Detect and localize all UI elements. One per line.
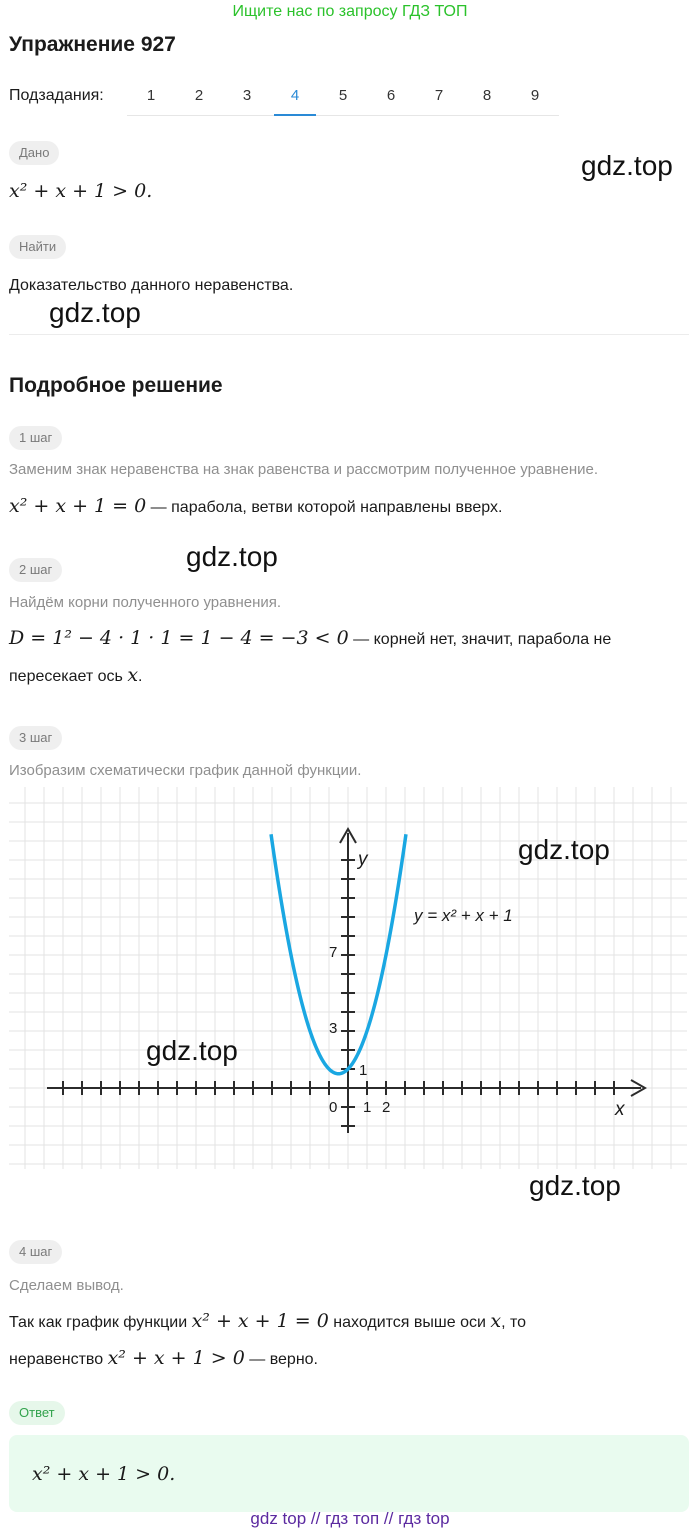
watermark: gdz.top [518, 834, 610, 865]
tab-subtask-3[interactable]: 3 [242, 87, 252, 104]
y-axis-label: y [358, 849, 368, 870]
step-hint: Найдём корни полученного уравнения. [9, 594, 282, 611]
step-formula: x² + x + 1 = 0 [191, 1310, 329, 1332]
answer-formula: x² + x + 1 > 0. [32, 1463, 176, 1485]
step-text: , то [501, 1314, 527, 1331]
divider [9, 334, 689, 335]
curve-label: y = x² + x + 1 [414, 906, 513, 925]
tab-subtask-9[interactable]: 9 [530, 87, 540, 104]
chart-axes [47, 829, 645, 1133]
tab-subtask-2[interactable]: 2 [194, 87, 204, 104]
step-var: x [127, 664, 139, 686]
step-text: — верно. [244, 1351, 318, 1368]
search-banner: Ищите нас по запросу ГДЗ ТОП [232, 3, 468, 20]
answer-box [9, 1435, 689, 1512]
origin-label: 0 [329, 1099, 338, 1116]
watermark: gdz.top [529, 1170, 621, 1201]
y-tick-label: 7 [329, 944, 338, 961]
tab-subtask-1[interactable]: 1 [146, 87, 156, 104]
subtasks-tabs [127, 80, 559, 116]
step-formula: x² + x + 1 = 0 [9, 495, 147, 517]
tab-subtask-5[interactable]: 5 [338, 87, 348, 104]
y-tick-label: 1 [359, 1062, 368, 1079]
given-formula: x² + x + 1 > 0. [9, 180, 153, 202]
step-text: находится выше оси [328, 1314, 491, 1331]
x-axis-label: x [615, 1099, 625, 1120]
step-text: — парабола, ветви которой направлены вверх. [146, 499, 503, 516]
page-title: Упражнение 927 [9, 33, 176, 56]
step-pill: 4 шаг [9, 1240, 62, 1264]
step-pill: 3 шаг [9, 726, 62, 750]
y-tick-label: 3 [329, 1020, 338, 1037]
footer-links: gdz top // гдз топ // гдз top [250, 1509, 450, 1528]
step-formula: x² + x + 1 > 0 [107, 1347, 245, 1369]
step-text: . [138, 668, 143, 685]
x-tick-label: 2 [382, 1099, 391, 1116]
tab-subtask-4[interactable]: 4 [271, 80, 319, 115]
step-var: x [490, 1310, 502, 1332]
watermark: gdz.top [146, 1035, 238, 1066]
solution-heading: Подробное решение [9, 374, 223, 397]
step-text: неравенство [9, 1351, 108, 1368]
step-text: — корней нет, значит, парабола не [348, 631, 612, 648]
step-text: пересекает ось [9, 668, 128, 685]
tab-subtask-6[interactable]: 6 [386, 87, 396, 104]
given-pill: Дано [9, 141, 59, 165]
tab-subtask-8[interactable]: 8 [482, 87, 492, 104]
step-pill: 2 шаг [9, 558, 62, 582]
find-pill: Найти [9, 235, 66, 259]
watermark: gdz.top [186, 541, 278, 572]
watermark: gdz.top [581, 150, 673, 181]
step-pill: 1 шаг [9, 426, 62, 450]
step-hint: Сделаем вывод. [9, 1277, 124, 1294]
step-formula: D = 1² − 4 · 1 · 1 = 1 − 4 = −3 < 0 [9, 627, 349, 649]
step-hint: Заменим знак неравенства на знак равенства и рассмотрим полученное уравнение. [9, 461, 599, 478]
x-tick-label: 1 [363, 1099, 372, 1116]
step-hint: Изобразим схематически график данной функции. [9, 762, 362, 779]
subtasks-label: Подзадания: [9, 87, 104, 104]
step-text: Так как график функции [9, 1314, 192, 1331]
find-text: Доказательство данного неравенства. [9, 277, 294, 294]
tab-subtask-7[interactable]: 7 [434, 87, 444, 104]
answer-pill: Ответ [9, 1401, 65, 1425]
watermark: gdz.top [49, 297, 141, 328]
